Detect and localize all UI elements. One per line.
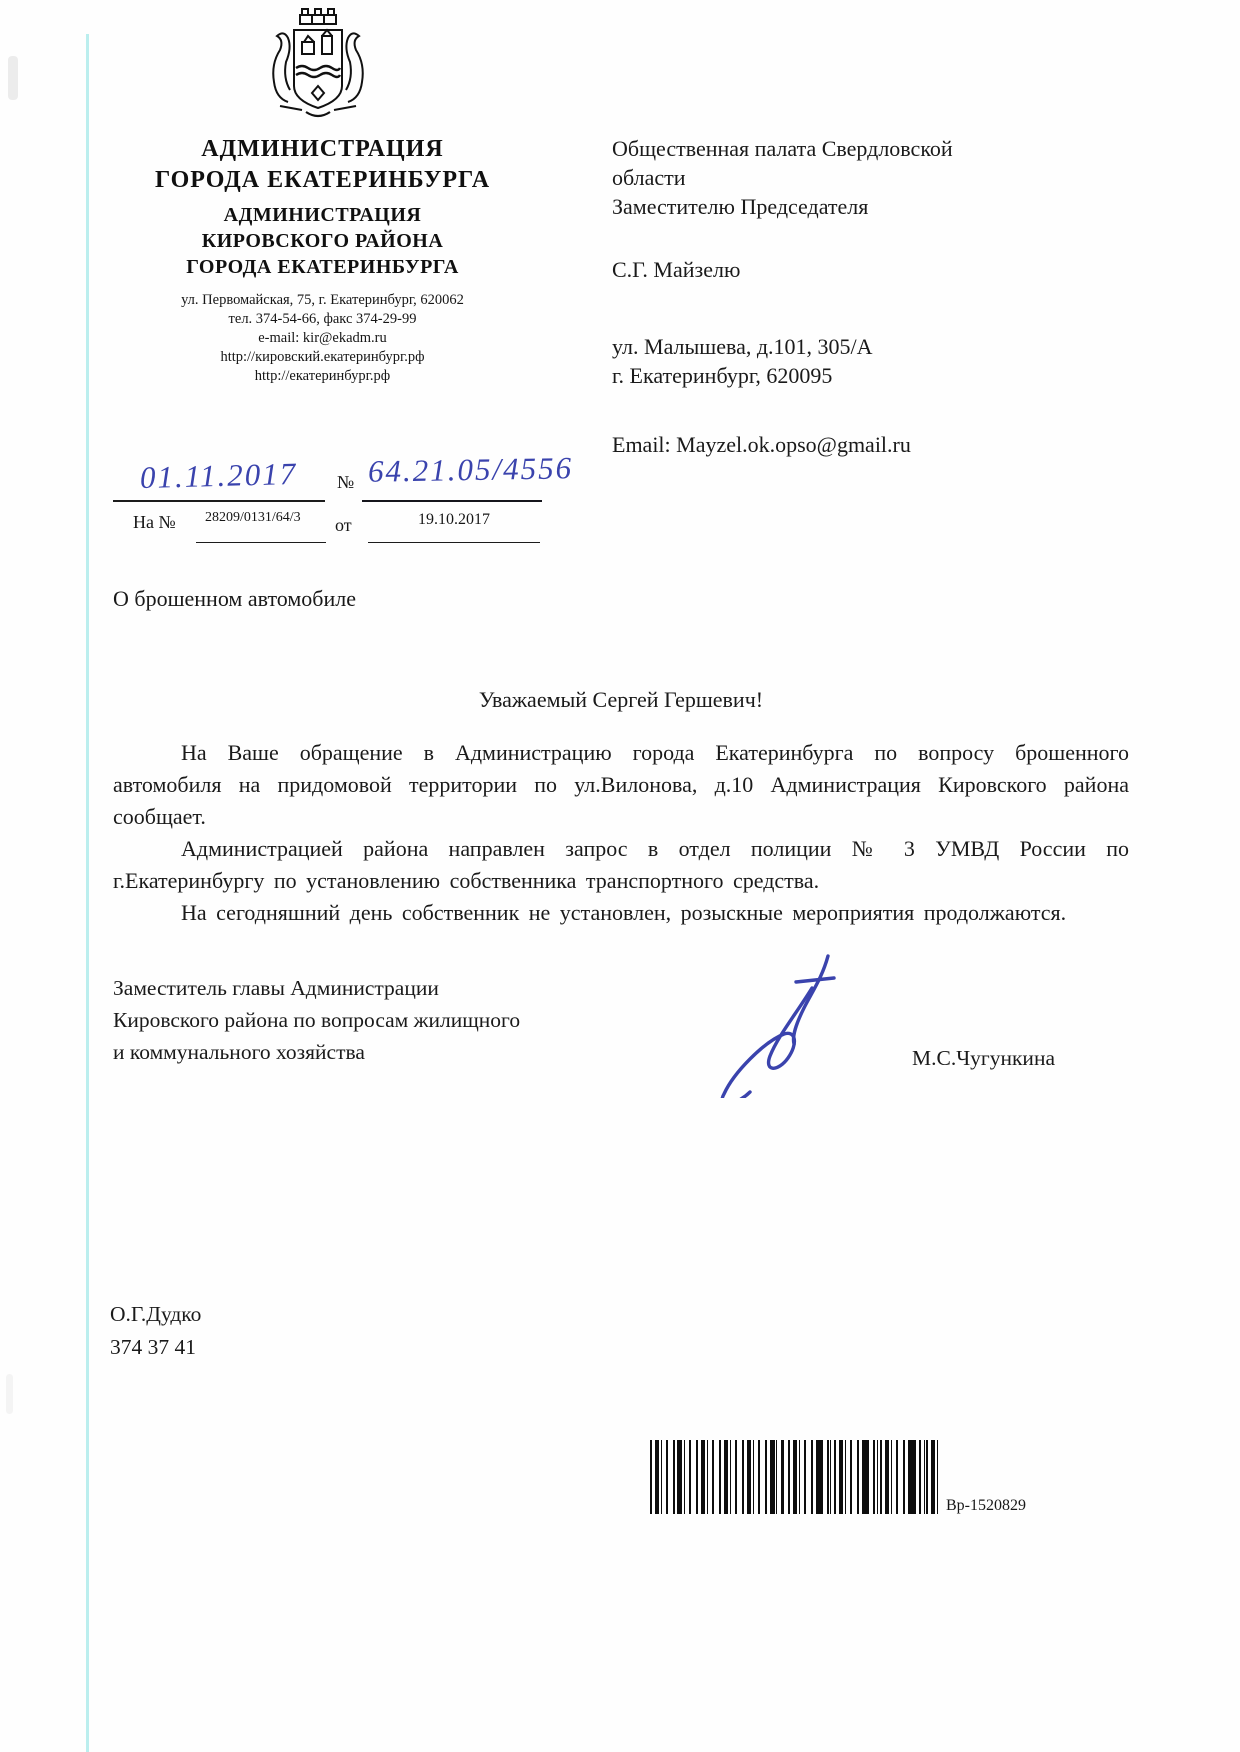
addressee-block (612, 134, 1067, 459)
salutation: Уважаемый Сергей Гершевич! (478, 687, 764, 712)
reply-number-underline (196, 542, 326, 543)
body-paragraph: Администрацией района направлен запрос в отдел полиции № 3 УМВД России по г.Екатеринбургу по установлению собственника транспортного средства. (113, 836, 1129, 893)
signer-title-line: Заместитель главы Администрации (113, 976, 439, 1000)
scan-artifact-smudge (6, 1374, 13, 1414)
letter-body (113, 684, 1129, 929)
reply-to-label: На № (133, 512, 176, 532)
letterhead-address: ул. Первомайская, 75, г. Екатеринбург, 620062 (181, 292, 464, 308)
executor-block (110, 1298, 201, 1364)
addressee-email: Email: Mayzel.ok.opso@gmail.ru (612, 432, 911, 457)
signer-title-line: и коммунального хозяйства (113, 1040, 365, 1064)
executor-name: О.Г.Дудко (110, 1302, 202, 1326)
registration-barcode (650, 1440, 942, 1514)
body-paragraph: На сегодняшний день собственник не установлен, розыскные мероприятия продолжаются. (181, 900, 1067, 925)
from-label: от (335, 515, 352, 535)
letterhead-phone-fax: тел. 374-54-66, факс 374-29-99 (228, 311, 417, 327)
reply-to-number: 28209/0131/64/3 (205, 510, 301, 525)
reply-to-date: 19.10.2017 (418, 511, 490, 528)
addressee-position: Заместителю Председателя (612, 194, 869, 219)
letterhead-contacts (100, 291, 545, 386)
handwritten-outgoing-number: 64.21.05/4556 (367, 450, 574, 489)
number-underline (362, 500, 542, 502)
signer-name: М.С.Чугункина (911, 1046, 1055, 1070)
letterhead-website: http://екатеринбург.рф (254, 368, 391, 384)
org-name-line: ГОРОДА ЕКАТЕРИНБУРГА (154, 167, 491, 193)
barcode-label: Вр-1520829 (946, 1497, 1026, 1514)
handwritten-signature (700, 948, 875, 1098)
reply-date-underline (368, 542, 540, 543)
number-sign-label: № (337, 472, 355, 492)
org-name-line: АДМИНИСТРАЦИЯ (201, 136, 444, 162)
addressee-name: С.Г. Майзелю (612, 257, 741, 282)
addressee-city: г. Екатеринбург, 620095 (612, 363, 833, 388)
scan-artifact-smudge (8, 56, 18, 100)
letterhead-organization (100, 134, 545, 196)
letter-subject: О брошенном автомобиле (113, 586, 356, 611)
scan-artifact-vertical-line (86, 34, 89, 1752)
body-paragraph: На Ваше обращение в Администрацию города Екатеринбурга по вопросу брошенного автомобиля на придомовой территории по ул.Вилонова, д.10 Администрация Кировского района сообщает. (113, 740, 1129, 829)
dept-name-line: ГОРОДА ЕКАТЕРИНБУРГА (186, 256, 459, 278)
addressee-organization: Общественная палата Свердловской области (612, 136, 953, 190)
handwritten-outgoing-date: 01.11.2017 (139, 455, 298, 496)
executor-phone: 374 37 41 (110, 1335, 196, 1359)
dept-name-line: КИРОВСКОГО РАЙОНА (201, 230, 444, 252)
addressee-street: ул. Малышева, д.101, 305/А (612, 334, 873, 359)
dept-name-line: АДМИНИСТРАЦИЯ (223, 204, 422, 226)
coat-of-arms-icon (258, 6, 378, 124)
letterhead-website: http://кировский.екатеринбург.рф (220, 349, 425, 365)
letterhead-email: e-mail: kir@ekadm.ru (258, 330, 387, 346)
date-underline (113, 500, 325, 502)
signature-block (113, 972, 1129, 1068)
signer-title-line: Кировского района по вопросам жилищного (113, 1008, 521, 1032)
letterhead-department (100, 202, 545, 280)
